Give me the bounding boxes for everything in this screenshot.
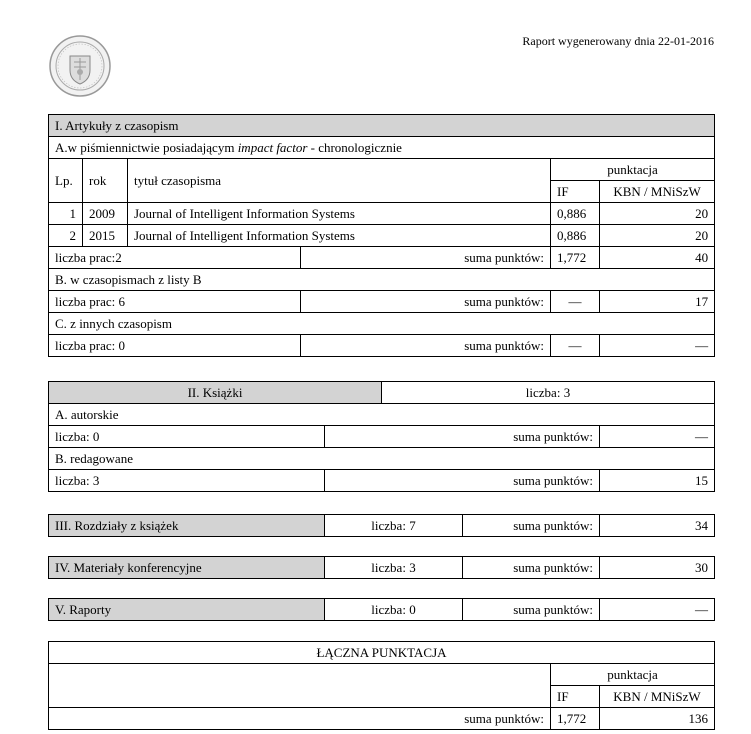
sum-if: — bbox=[551, 335, 600, 357]
col-header-kbn: KBN / MNiSzW bbox=[600, 181, 715, 203]
sum-label: suma punktów: bbox=[49, 708, 551, 730]
col-header-punktacja: punktacja bbox=[551, 664, 715, 686]
report-generated-date: Raport wygenerowany dnia 22-01-2016 bbox=[522, 34, 714, 48]
sum-kbn: 136 bbox=[600, 708, 715, 730]
subsection-title: B. w czasopismach z listy B bbox=[49, 269, 715, 291]
row-tytul: Journal of Intelligent Information Systems bbox=[128, 225, 551, 247]
section-count: liczba: 3 bbox=[382, 382, 715, 404]
section-count: liczba: 3 bbox=[325, 557, 463, 579]
row-kbn: 20 bbox=[600, 225, 715, 247]
section-conference-table bbox=[48, 556, 715, 579]
section-title: IV. Materiały konferencyjne bbox=[49, 557, 325, 579]
row-if: 0,886 bbox=[551, 203, 600, 225]
section-books-table bbox=[48, 381, 715, 492]
sum-label: suma punktów: bbox=[301, 335, 551, 357]
row-rok: 2015 bbox=[83, 225, 128, 247]
sum-label: suma punktów: bbox=[463, 515, 600, 537]
subsection-b-count: liczba prac: 6 bbox=[49, 291, 301, 313]
sum-label: suma punktów: bbox=[301, 247, 551, 269]
total-title: ŁĄCZNA PUNKTACJA bbox=[49, 642, 715, 664]
subsection-title: B. redagowane bbox=[49, 448, 715, 470]
row-lp: 1 bbox=[49, 203, 83, 225]
subsection-c-count: liczba prac: 0 bbox=[49, 335, 301, 357]
total-score-table bbox=[48, 641, 715, 730]
subsection-title: C. z innych czasopism bbox=[49, 313, 715, 335]
section-title: V. Raporty bbox=[49, 599, 325, 621]
total-blank-cell bbox=[49, 664, 551, 708]
row-rok: 2009 bbox=[83, 203, 128, 225]
sum-kbn: 34 bbox=[600, 515, 715, 537]
section-title: II. Książki bbox=[49, 382, 382, 404]
university-seal-icon bbox=[48, 34, 112, 98]
subsection-title: A. autorskie bbox=[49, 404, 715, 426]
col-header-kbn: KBN / MNiSzW bbox=[600, 686, 715, 708]
section-reports-table bbox=[48, 598, 715, 621]
col-header-rok: rok bbox=[83, 159, 128, 203]
sum-label: suma punktów: bbox=[463, 557, 600, 579]
row-tytul: Journal of Intelligent Information Systems bbox=[128, 203, 551, 225]
sum-label: suma punktów: bbox=[463, 599, 600, 621]
col-header-if: IF bbox=[551, 686, 600, 708]
row-kbn: 20 bbox=[600, 203, 715, 225]
sum-if: — bbox=[551, 291, 600, 313]
subsection-title: A.w piśmiennictwie posiadającym impact factor - chronologicznie bbox=[49, 137, 715, 159]
section-count: liczba: 7 bbox=[325, 515, 463, 537]
subsection-a-count: liczba: 0 bbox=[49, 426, 325, 448]
sum-label: suma punktów: bbox=[325, 426, 600, 448]
col-header-lp: Lp. bbox=[49, 159, 83, 203]
section-chapters-table bbox=[48, 514, 715, 537]
col-header-punktacja: punktacja bbox=[551, 159, 715, 181]
subsection-b-count: liczba: 3 bbox=[49, 470, 325, 492]
sum-label: suma punktów: bbox=[301, 291, 551, 313]
sum-kbn: 30 bbox=[600, 557, 715, 579]
row-if: 0,886 bbox=[551, 225, 600, 247]
sum-if: 1,772 bbox=[551, 708, 600, 730]
subsection-a-count: liczba prac:2 bbox=[49, 247, 301, 269]
sum-kbn: — bbox=[600, 335, 715, 357]
sum-kbn: 17 bbox=[600, 291, 715, 313]
sum-label: suma punktów: bbox=[325, 470, 600, 492]
sum-kbn: — bbox=[600, 426, 715, 448]
col-header-tytul: tytuł czasopisma bbox=[128, 159, 551, 203]
col-header-if: IF bbox=[551, 181, 600, 203]
sum-kbn: 15 bbox=[600, 470, 715, 492]
sum-kbn: — bbox=[600, 599, 715, 621]
table-row bbox=[49, 225, 715, 247]
row-lp: 2 bbox=[49, 225, 83, 247]
section-title: III. Rozdziały z książek bbox=[49, 515, 325, 537]
section-count: liczba: 0 bbox=[325, 599, 463, 621]
section-title: I. Artykuły z czasopism bbox=[49, 115, 715, 137]
sum-kbn: 40 bbox=[600, 247, 715, 269]
section-articles-table bbox=[48, 114, 715, 357]
table-row bbox=[49, 203, 715, 225]
sum-if: 1,772 bbox=[551, 247, 600, 269]
